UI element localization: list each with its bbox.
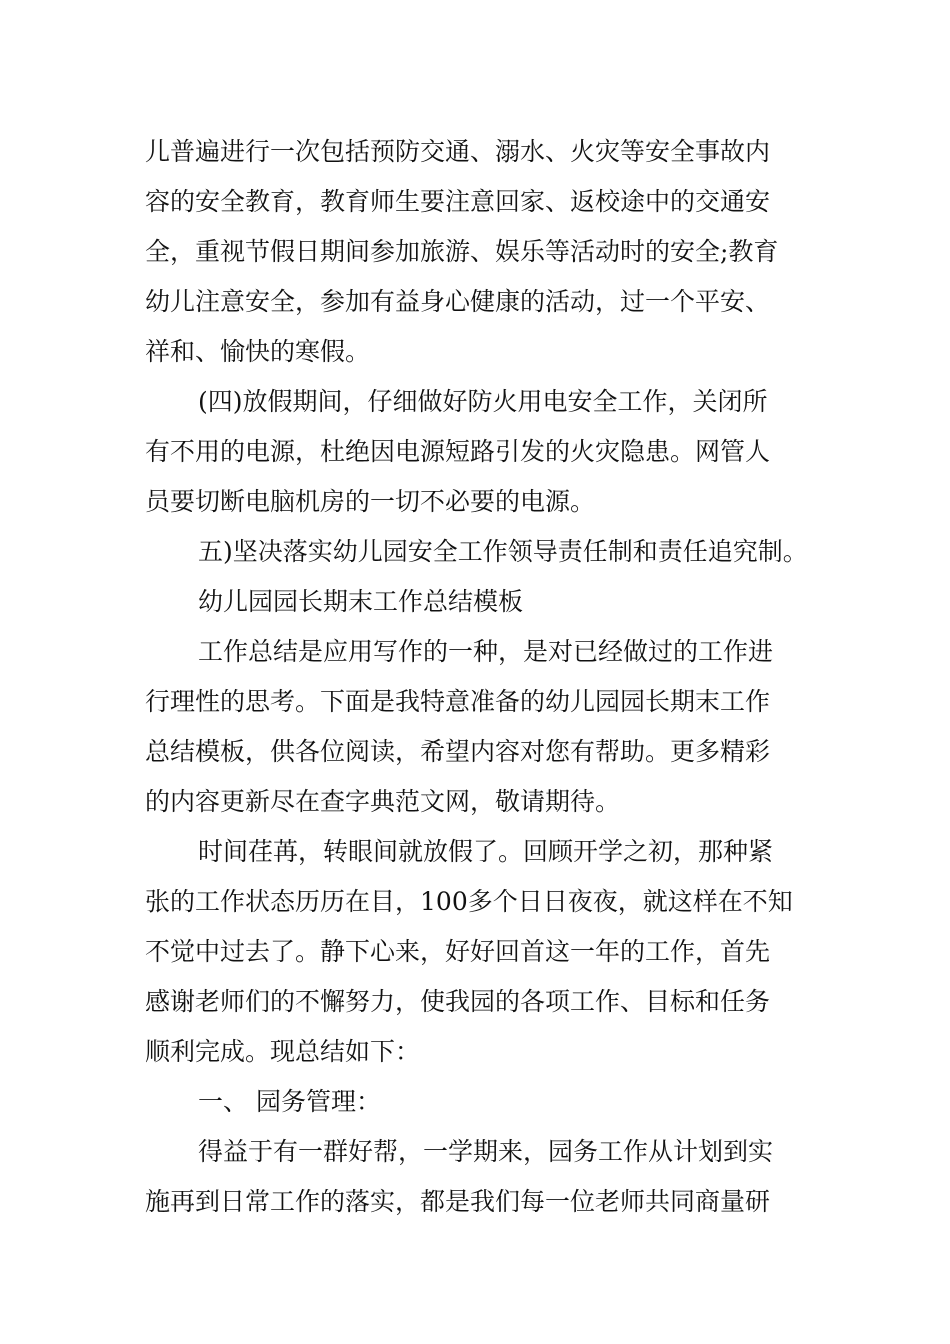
- text-line: 儿普遍进行一次包括预防交通、溺水、火灾等安全事故内: [145, 137, 771, 166]
- text-line: 有不用的电源，杜绝因电源短路引发的火灾隐患。网管人: [145, 437, 771, 466]
- text-line: 施再到日常工作的落实，都是我们每一位老师共同商量研: [145, 1187, 771, 1216]
- text-line: 行理性的思考。下面是我特意准备的幼儿园园长期末工作: [145, 687, 771, 716]
- text-line: 祥和、愉快的寒假。: [145, 337, 371, 366]
- paragraph-start: 五)坚决落实幼儿园安全工作领导责任制和责任追究制。: [198, 537, 808, 566]
- text-line: 幼儿注意安全，参加有益身心健康的活动，过一个平安、: [145, 287, 771, 316]
- text-line: 全，重视节假日期间参加旅游、娱乐等活动时的安全;教育: [145, 237, 779, 266]
- text-line: 总结模板，供各位阅读，希望内容对您有帮助。更多精彩: [145, 737, 771, 766]
- paragraph-start: 工作总结是应用写作的一种，是对已经做过的工作进: [198, 637, 774, 666]
- text-line: 张的工作状态历历在目，100多个日日夜夜，就这样在不知: [145, 887, 793, 916]
- paragraph-start: (四)放假期间，仔细做好防火用电安全工作，关闭所: [198, 387, 768, 416]
- section-title: 幼儿园园长期末工作总结模板: [198, 587, 524, 616]
- section-heading: 一、 园务管理：: [198, 1087, 381, 1116]
- text-line: 容的安全教育，教育师生要注意回家、返校途中的交通安: [145, 187, 771, 216]
- text-line: 不觉中过去了。静下心来，好好回首这一年的工作，首先: [145, 937, 771, 966]
- document-page: [145, 127, 810, 1227]
- text-line: 的内容更新尽在查字典范文网，敬请期待。: [145, 787, 621, 816]
- paragraph-start: 得益于有一群好帮，一学期来，园务工作从计划到实: [198, 1137, 774, 1166]
- paragraph-start: 时间荏苒，转眼间就放假了。回顾开学之初，那种紧: [198, 837, 774, 866]
- text-line: 感谢老师们的不懈努力，使我园的各项工作、目标和任务: [145, 987, 771, 1016]
- text-line: 员要切断电脑机房的一切不必要的电源。: [145, 487, 596, 516]
- text-line: 顺利完成。现总结如下：: [145, 1037, 421, 1066]
